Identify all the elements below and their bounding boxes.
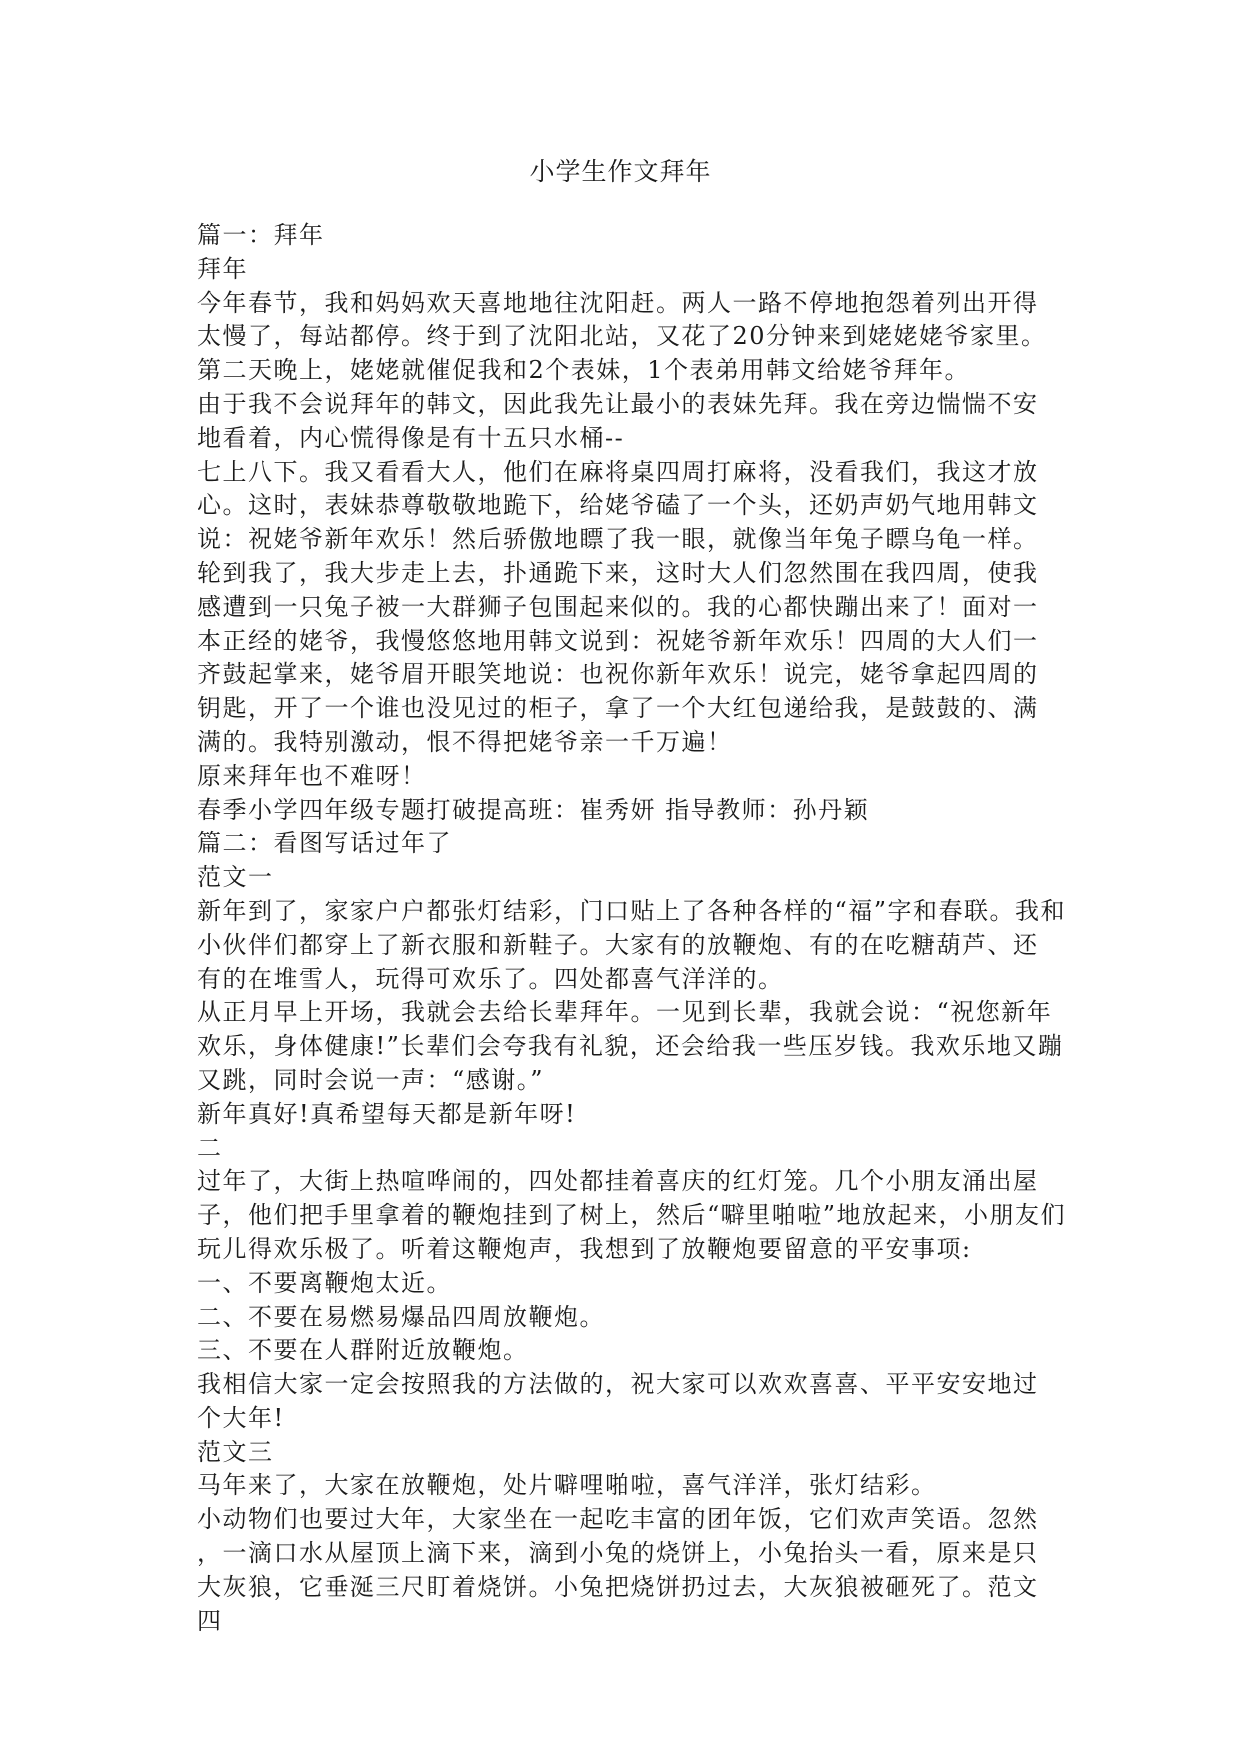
text-line: 由于我不会说拜年的韩文，因此我先让最小的表妹先拜。我在旁边惴惴不安 — [197, 389, 1039, 418]
text-line: 三、不要在人群附近放鞭炮。 — [197, 1336, 529, 1365]
text-line: 有的在堆雪人，玩得可欢乐了。四处都喜气洋洋的。 — [197, 964, 784, 993]
text-line: 篇二：看图写话过年了 — [197, 829, 452, 858]
text-line: 感遭到一只兔子被一大群狮子包围起来似的。我的心都快蹦出来了！面对一 — [197, 592, 1039, 621]
text-line: 第二天晚上，姥姥就催促我和2个表妹，1个表弟用韩文给姥爷拜年。 — [197, 356, 971, 385]
text-line: 小动物们也要过大年，大家坐在一起吃丰富的团年饭，它们欢声笑语。忽然 — [197, 1505, 1039, 1534]
text-line: 范文三 — [197, 1437, 274, 1466]
text-line: 二 — [197, 1133, 223, 1162]
text-line: 今年春节，我和妈妈欢天喜地地往沈阳赶。两人一路不停地抱怨着列出开得 — [197, 288, 1039, 317]
text-line: 新年真好!真希望每天都是新年呀! — [197, 1099, 577, 1128]
text-line: 新年到了，家家户户都张灯结彩，门口贴上了各种各样的“福”字和春联。我和 — [197, 896, 1067, 925]
text-line: 钥匙，开了一个谁也没见过的柜子，拿了一个大红包递给我，是鼓鼓的、满 — [197, 694, 1039, 723]
text-line: 个大年! — [197, 1403, 285, 1432]
text-line: 本正经的姥爷，我慢悠悠地用韩文说到：祝姥爷新年欢乐！四周的大人们一 — [197, 626, 1039, 655]
text-line: 我相信大家一定会按照我的方法做的，祝大家可以欢欢喜喜、平平安安地过 — [197, 1370, 1039, 1399]
text-line: 篇一：拜年 — [197, 221, 325, 249]
text-line: 七上八下。我又看看大人，他们在麻将桌四周打麻将，没看我们，我这才放 — [197, 457, 1039, 486]
text-line: 二、不要在易燃易爆品四周放鞭炮。 — [197, 1302, 605, 1331]
text-line: 轮到我了，我大步走上去，扑通跪下来，这时大人们忽然围在我四周，使我 — [197, 558, 1039, 587]
text-line: 欢乐，身体健康!”长辈们会夸我有礼貌，还会给我一些压岁钱。我欢乐地又蹦 — [197, 1032, 1064, 1061]
text-line: 一、不要离鞭炮太近。 — [197, 1268, 452, 1297]
text-line: 太慢了，每站都停。终于到了沈阳北站，又花了20分钟来到姥姥姥爷家里。 — [197, 322, 1047, 351]
text-line: 子，他们把手里拿着的鞭炮挂到了树上，然后“噼里啪啦”地放起来，小朋友们 — [197, 1201, 1067, 1230]
text-line: ，一滴口水从屋顶上滴下来，滴到小兔的烧饼上，小兔抬头一看，原来是只 — [197, 1539, 1039, 1568]
text-line: 齐鼓起掌来，姥爷眉开眼笑地说：也祝你新年欢乐！说完，姥爷拿起四周的 — [197, 660, 1039, 689]
text-line: 心。这时，表妹恭尊敬敬地跪下，给姥爷磕了一个头，还奶声奶气地用韩文 — [197, 491, 1039, 520]
text-line: 马年来了，大家在放鞭炮，处片噼哩啪啦，喜气洋洋，张灯结彩。 — [197, 1471, 937, 1500]
text-line: 地看着，内心慌得像是有十五只水桶-- — [197, 423, 625, 452]
text-line: 拜年 — [197, 254, 248, 283]
text-line: 又跳，同时会说一声：“感谢。” — [197, 1065, 545, 1094]
text-line: 说：祝姥爷新年欢乐！然后骄傲地瞟了我一眼，就像当年兔子瞟乌龟一样。 — [197, 525, 1039, 554]
text-line: 大灰狼，它垂涎三尺盯着烧饼。小兔把烧饼扔过去，大灰狼被砸死了。范文 — [197, 1572, 1039, 1601]
text-line: 从正月早上开场，我就会去给长辈拜年。一见到长辈，我就会说：“祝您新年 — [197, 998, 1053, 1027]
document-body — [197, 219, 1077, 1638]
document-title: 小学生作文拜年 — [529, 157, 712, 186]
text-line: 玩儿得欢乐极了。听着这鞭炮声，我想到了放鞭炮要留意的平安事项: — [197, 1234, 972, 1263]
text-line: 过年了，大街上热喧哗闹的，四处都挂着喜庆的红灯笼。几个小朋友涌出屋 — [197, 1167, 1039, 1196]
text-line: 满的。我特别激动，恨不得把姥爷亲一千万遍！ — [197, 727, 733, 756]
text-line: 小伙伴们都穿上了新衣服和新鞋子。大家有的放鞭炮、有的在吃糖葫芦、还 — [197, 930, 1039, 959]
text-line: 原来拜年也不难呀！ — [197, 761, 427, 790]
text-line: 春季小学四年级专题打破提高班：崔秀妍 指导教师：孙丹颖 — [197, 795, 870, 824]
text-line: 范文一 — [197, 863, 274, 892]
text-line: 四 — [197, 1606, 223, 1635]
